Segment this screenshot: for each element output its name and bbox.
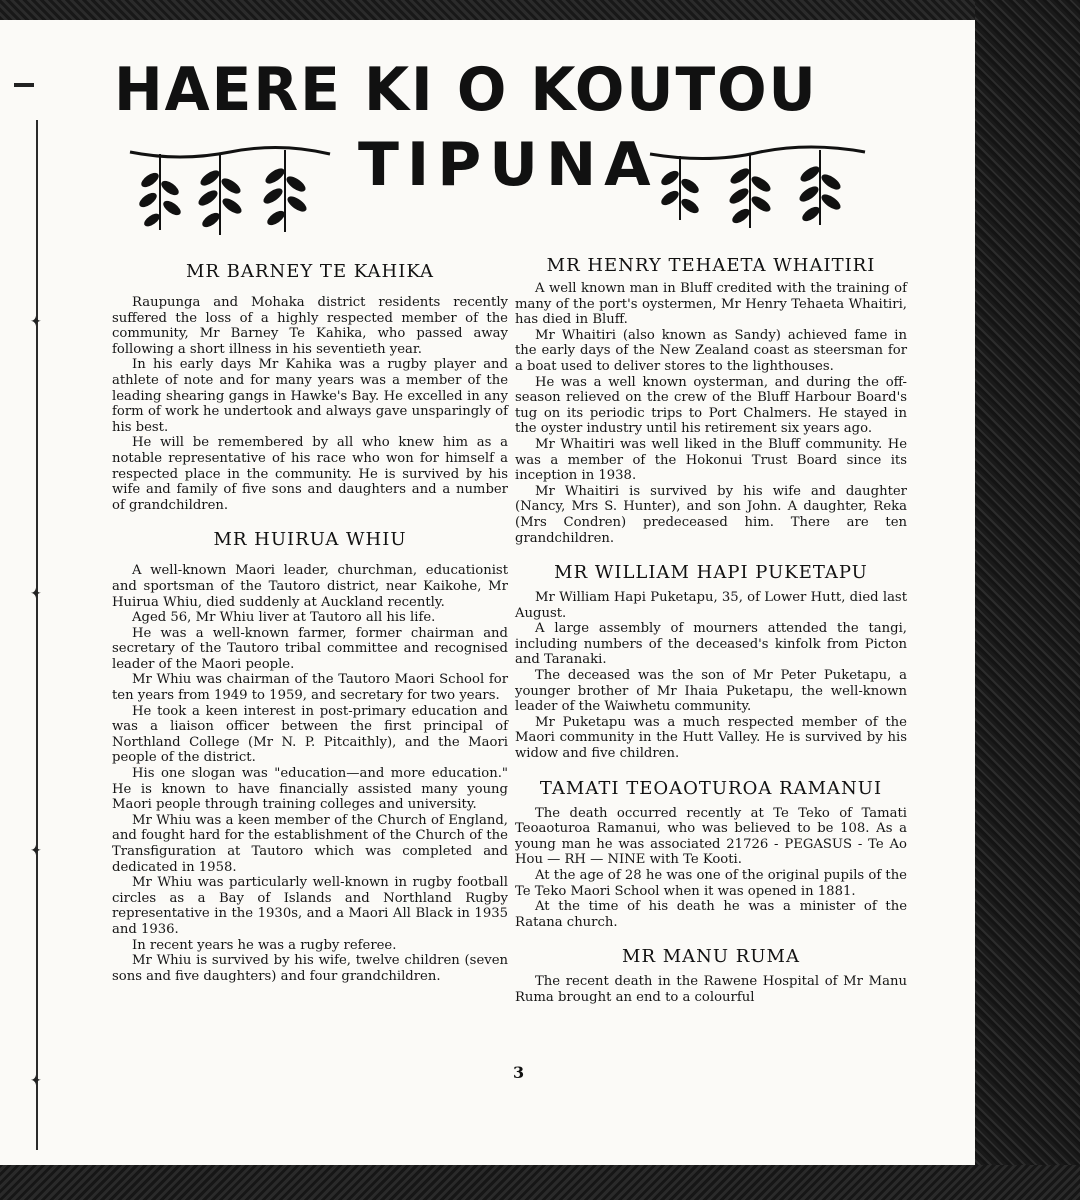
- paragraph: He took a keen interest in post-primary education and was a liaison officer between the first principal of Northland College (Mr N. P. Pitcaithly), and the Maori people of the district.: [112, 703, 508, 766]
- page-title-line-2: TIPUNA: [358, 130, 659, 200]
- paragraph: Mr Puketapu was a much respected member of the Maori community in the Hutt Valley. He is survived by his widow and five children.: [515, 714, 907, 762]
- paragraph: He was a well known oysterman, and during the off-season relieved on the crew of the Bluff Harbour Board's tug on its periodic trips to Port Chalmers. He stayed in the oyster industry until his retirement six years ago.: [515, 374, 907, 437]
- paragraph: The death occurred recently at Te Teko of Tamati Teoaoturoa Ramanui, who was believed to be 108. As a young man he was associated 21726 - PEGASUS - Te Ao Hou — RH — NINE with Te Kooti.: [515, 805, 907, 868]
- binding-mark-icon: ✦: [30, 843, 42, 859]
- paragraph: Mr Whaitiri (also known as Sandy) achieved fame in the early days of the New Zealand coast as steersman for a boat used to deliver stores to the lighthouses.: [515, 327, 907, 374]
- scan-background-top: [0, 0, 1080, 20]
- paragraph: Raupunga and Mohaka district residents recently suffered the loss of a highly respected member of the community, Mr Barney Te Kahika, who passed away following a short illness in his seventieth year.: [112, 295, 508, 357]
- paragraph: Mr William Hapi Puketapu, 35, of Lower Hutt, died last August.: [515, 590, 907, 621]
- page-title-line-1: HAERE KI O KOUTOU: [114, 55, 818, 125]
- paragraph: Mr Whiu was a keen member of the Church of England, and fought hard for the establishment of the Church of the Transfiguration at Tautoro which was completed and dedicated in 1958.: [112, 812, 508, 875]
- fern-garland-illustration: [120, 140, 870, 240]
- paragraph: He was a well-known farmer, former chairman and secretary of the Tautoro tribal committee and recognised leader of the Maori people.: [112, 625, 508, 672]
- paragraph: Mr Whaitiri is survived by his wife and daughter (Nancy, Mrs S. Hunter), and son John. A daughter, Reka (Mrs Condren) predeceased him. There are ten grandchildren.: [515, 483, 907, 546]
- right-column: [515, 255, 907, 1006]
- paragraph: Mr Whaitiri was well liked in the Bluff community. He was a member of the Hokonui Trust Board since its inception in 1938.: [515, 436, 907, 484]
- left-column: [112, 255, 508, 984]
- paragraph: Aged 56, Mr Whiu liver at Tautoro all his life.: [132, 610, 436, 626]
- obituary-heading-barney: MR BARNEY TE KAHIKA: [185, 261, 435, 282]
- paragraph: Mr Whiu was particularly well-known in rugby football circles as a Bay of Islands and Northland Rugby representative in the 1930s, and a Maori All Black in 1935 and 1936.: [112, 875, 508, 937]
- scan-background-bottom: [0, 1165, 1080, 1200]
- scan-background-right: [975, 0, 1080, 1200]
- binding-mark-icon: ✦: [30, 1073, 42, 1089]
- paragraph: A well known man in Bluff credited with the training of many of the port's oystermen, Mr Henry Tehaeta Whaitiri, has died in Bluff.: [515, 281, 907, 328]
- obituary-heading-tamati: TAMATI TEOAOTUROA RAMANUI: [539, 777, 883, 799]
- paragraph: A large assembly of mourners attended the tangi, including numbers of the deceased's kinfolk from Picton and Taranaki.: [515, 621, 907, 668]
- obituary-heading-william: MR WILLIAM HAPI PUKETAPU: [554, 562, 868, 584]
- page-number: 3: [513, 1063, 525, 1082]
- paragraph: Mr Whiu is survived by his wife, twelve children (seven sons and five daughters) and four grandchildren.: [112, 953, 508, 984]
- paragraph: In recent years he was a rugby referee.: [132, 937, 397, 953]
- paragraph: His one slogan was "education—and more education." He is known to have financially assisted many young Maori people through training colleges and university.: [112, 766, 508, 813]
- margin-dash-mark: [14, 83, 34, 87]
- paragraph: He will be remembered by all who knew him as a notable representative of his race who won for himself a respected place in the community. He is survived by his wife and family of five sons and daughters and a number of grandchildren.: [112, 435, 508, 513]
- obituary-heading-henry: MR HENRY TEHAETA WHAITIRI: [546, 255, 876, 276]
- paragraph: In his early days Mr Kahika was a rugby player and athlete of note and for many years was a member of the leading shearing gangs in Hawke's Bay. He excelled in any form of work he undertook and always gave unsparingly of his best.: [112, 357, 508, 435]
- paragraph: The deceased was the son of Mr Peter Puketapu, a younger brother of Mr Ihaia Puketapu, the well-known leader of the Waiwhetu community.: [515, 668, 907, 715]
- paragraph: At the time of his death he was a minister of the Ratana church.: [515, 899, 907, 930]
- paragraph: Mr Whiu was chairman of the Tautoro Maori School for ten years from 1949 to 1959, and secretary for two years.: [112, 672, 508, 704]
- paragraph: A well-known Maori leader, churchman, educationist and sportsman of the Tautoro district, near Kaikohe, Mr Huirua Whiu, died suddenly at Auckland recently.: [112, 563, 508, 610]
- binding-edge-line: [36, 120, 38, 1150]
- binding-mark-icon: ✦: [30, 314, 42, 330]
- binding-mark-icon: ✦: [30, 586, 42, 602]
- paragraph: At the age of 28 he was one of the original pupils of the Te Teko Maori School when it was opened in 1881.: [515, 868, 907, 899]
- obituary-heading-manu: MR MANU RUMA: [622, 946, 800, 968]
- paragraph: The recent death in the Rawene Hospital of Mr Manu Ruma brought an end to a colourful: [515, 974, 907, 1005]
- obituary-heading-huirua: MR HUIRUA WHIU: [213, 529, 407, 551]
